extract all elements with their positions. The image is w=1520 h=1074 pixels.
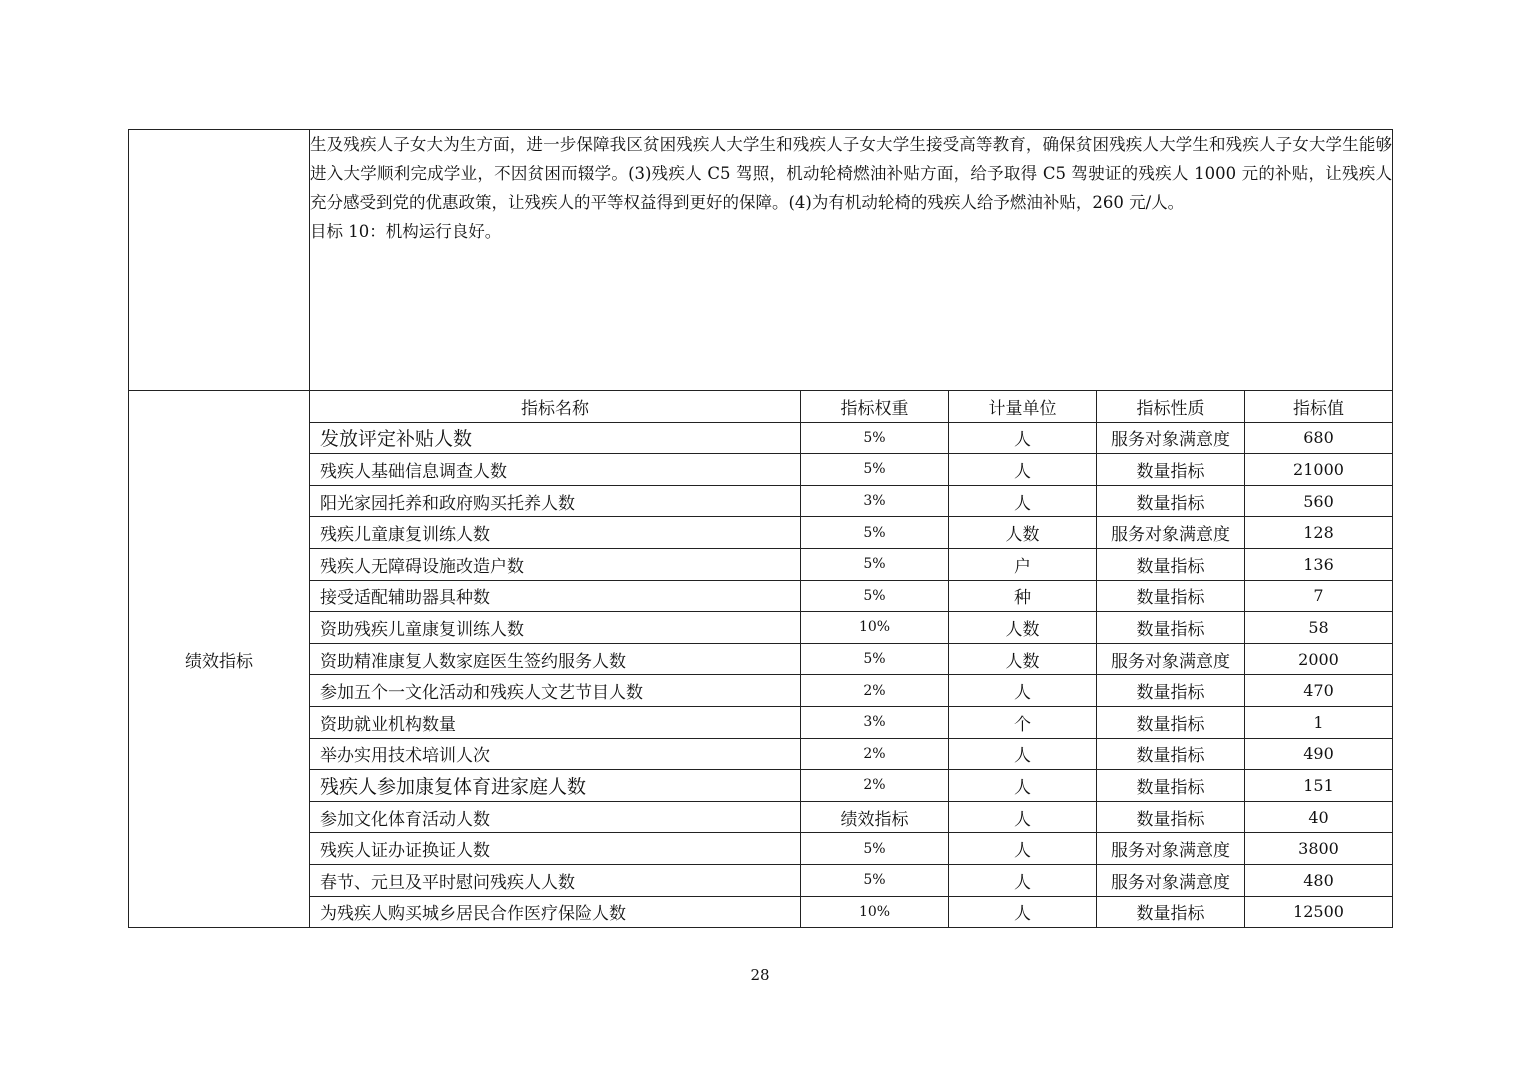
- indicator-weight: 5%: [801, 864, 949, 896]
- performance-table: [128, 129, 1393, 928]
- indicator-name: 资助精准康复人数家庭医生签约服务人数: [310, 643, 801, 675]
- page-number: 28: [750, 966, 770, 984]
- indicator-weight: 10%: [801, 896, 949, 928]
- indicator-nature: 服务对象满意度: [1097, 833, 1245, 865]
- indicator-unit: 人: [949, 485, 1097, 517]
- table-row: [129, 770, 1393, 802]
- indicator-unit: 户: [949, 548, 1097, 580]
- indicator-name: 参加五个一文化活动和残疾人文艺节目人数: [310, 675, 801, 707]
- indicator-unit: 人: [949, 738, 1097, 770]
- indicator-unit: 人数: [949, 612, 1097, 644]
- indicator-name: 春节、元旦及平时慰问残疾人人数: [310, 864, 801, 896]
- indicator-nature: 数量指标: [1097, 896, 1245, 928]
- indicator-value: 21000: [1245, 454, 1393, 486]
- table-row: [129, 896, 1393, 928]
- indicator-nature: 服务对象满意度: [1097, 517, 1245, 549]
- indicator-value: 12500: [1245, 896, 1393, 928]
- indicator-weight: 5%: [801, 454, 949, 486]
- indicator-nature: 数量指标: [1097, 612, 1245, 644]
- table-row: [129, 548, 1393, 580]
- indicator-name: 资助就业机构数量: [310, 706, 801, 738]
- indicator-unit: 人数: [949, 643, 1097, 675]
- table-row: [129, 485, 1393, 517]
- table-row: [129, 643, 1393, 675]
- indicator-unit: 人: [949, 833, 1097, 865]
- indicator-value: 480: [1245, 864, 1393, 896]
- table-row: [129, 706, 1393, 738]
- indicator-name: 残疾儿童康复训练人数: [310, 517, 801, 549]
- goal-10-text: 目标 10：机构运行良好。: [310, 222, 502, 241]
- indicator-nature: 数量指标: [1097, 738, 1245, 770]
- header-weight: 指标权重: [801, 391, 949, 423]
- indicator-value: 136: [1245, 548, 1393, 580]
- indicator-unit: 人: [949, 675, 1097, 707]
- indicator-unit: 人数: [949, 517, 1097, 549]
- indicator-unit: 人: [949, 770, 1097, 802]
- indicator-weight: 5%: [801, 580, 949, 612]
- indicator-value: 3800: [1245, 833, 1393, 865]
- goal-row: [129, 130, 1393, 391]
- indicator-weight: 2%: [801, 770, 949, 802]
- indicator-unit: 人: [949, 896, 1097, 928]
- indicator-name: 残疾人参加康复体育进家庭人数: [310, 770, 801, 802]
- indicator-nature: 服务对象满意度: [1097, 422, 1245, 454]
- indicator-value: 2000: [1245, 643, 1393, 675]
- indicator-nature: 数量指标: [1097, 770, 1245, 802]
- table-row: [129, 738, 1393, 770]
- indicator-unit: 人: [949, 864, 1097, 896]
- table-row: [129, 801, 1393, 833]
- header-name: 指标名称: [310, 391, 801, 423]
- indicator-name: 接受适配辅助器具种数: [310, 580, 801, 612]
- table-row: [129, 833, 1393, 865]
- indicator-weight: 5%: [801, 517, 949, 549]
- indicator-value: 490: [1245, 738, 1393, 770]
- indicator-nature: 数量指标: [1097, 548, 1245, 580]
- indicator-value: 470: [1245, 675, 1393, 707]
- indicator-unit: 种: [949, 580, 1097, 612]
- indicator-nature: 服务对象满意度: [1097, 864, 1245, 896]
- indicator-name: 残疾人无障碍设施改造户数: [310, 548, 801, 580]
- indicator-nature: 数量指标: [1097, 801, 1245, 833]
- indicator-name: 参加文化体育活动人数: [310, 801, 801, 833]
- indicator-weight: 绩效指标: [801, 801, 949, 833]
- indicator-value: 560: [1245, 485, 1393, 517]
- table-row: [129, 454, 1393, 486]
- table-row: [129, 864, 1393, 896]
- indicator-value: 128: [1245, 517, 1393, 549]
- goal-description-cell: [310, 130, 1393, 391]
- indicator-name: 残疾人证办证换证人数: [310, 833, 801, 865]
- indicator-name: 阳光家园托养和政府购买托养人数: [310, 485, 801, 517]
- indicator-nature: 数量指标: [1097, 706, 1245, 738]
- header-nature: 指标性质: [1097, 391, 1245, 423]
- indicator-name: 资助残疾儿童康复训练人数: [310, 612, 801, 644]
- goal-paragraph: 生及残疾人子女大为生方面，进一步保障我区贫困残疾人大学生和残疾人子女大学生接受高等教育，确保贫困残疾人大学生和残疾人子女大学生能够进入大学顺利完成学业，不因贫困而辍学。(3)残疾人 C5 驾照，机动轮椅燃油补贴方面，给予取得 C5 驾驶证的残疾人 1000 元的补贴，让残疾人充分感受到党的优惠政策，让残疾人的平等权益得到更好的保障。(4)为有机动轮椅的残疾人给予燃油补贴，260 元/人。: [310, 135, 1392, 212]
- indicator-unit: 人: [949, 422, 1097, 454]
- indicator-value: 151: [1245, 770, 1393, 802]
- indicator-name: 举办实用技术培训人次: [310, 738, 801, 770]
- header-row: [129, 391, 1393, 423]
- indicator-nature: 服务对象满意度: [1097, 643, 1245, 675]
- table-row: [129, 675, 1393, 707]
- indicator-value: 58: [1245, 612, 1393, 644]
- indicator-weight: 10%: [801, 612, 949, 644]
- indicator-weight: 2%: [801, 738, 949, 770]
- indicator-nature: 数量指标: [1097, 454, 1245, 486]
- table-row: [129, 612, 1393, 644]
- indicator-name: 发放评定补贴人数: [310, 422, 801, 454]
- indicator-nature: 数量指标: [1097, 675, 1245, 707]
- indicator-nature: 数量指标: [1097, 580, 1245, 612]
- indicator-weight: 5%: [801, 548, 949, 580]
- indicator-value: 40: [1245, 801, 1393, 833]
- indicator-unit: 人: [949, 801, 1097, 833]
- table-row: [129, 422, 1393, 454]
- indicator-name: 残疾人基础信息调查人数: [310, 454, 801, 486]
- table-row: [129, 580, 1393, 612]
- header-unit: 计量单位: [949, 391, 1097, 423]
- indicator-value: 1: [1245, 706, 1393, 738]
- table-row: [129, 517, 1393, 549]
- performance-label: 绩效指标: [129, 391, 310, 928]
- indicator-weight: 3%: [801, 485, 949, 517]
- indicator-name: 为残疾人购买城乡居民合作医疗保险人数: [310, 896, 801, 928]
- indicator-nature: 数量指标: [1097, 485, 1245, 517]
- indicator-unit: 个: [949, 706, 1097, 738]
- indicator-weight: 5%: [801, 643, 949, 675]
- indicator-weight: 5%: [801, 422, 949, 454]
- goal-label-cell: [129, 130, 310, 391]
- indicator-value: 680: [1245, 422, 1393, 454]
- indicator-weight: 5%: [801, 833, 949, 865]
- header-value: 指标值: [1245, 391, 1393, 423]
- indicator-weight: 2%: [801, 675, 949, 707]
- indicator-unit: 人: [949, 454, 1097, 486]
- indicator-weight: 3%: [801, 706, 949, 738]
- indicator-value: 7: [1245, 580, 1393, 612]
